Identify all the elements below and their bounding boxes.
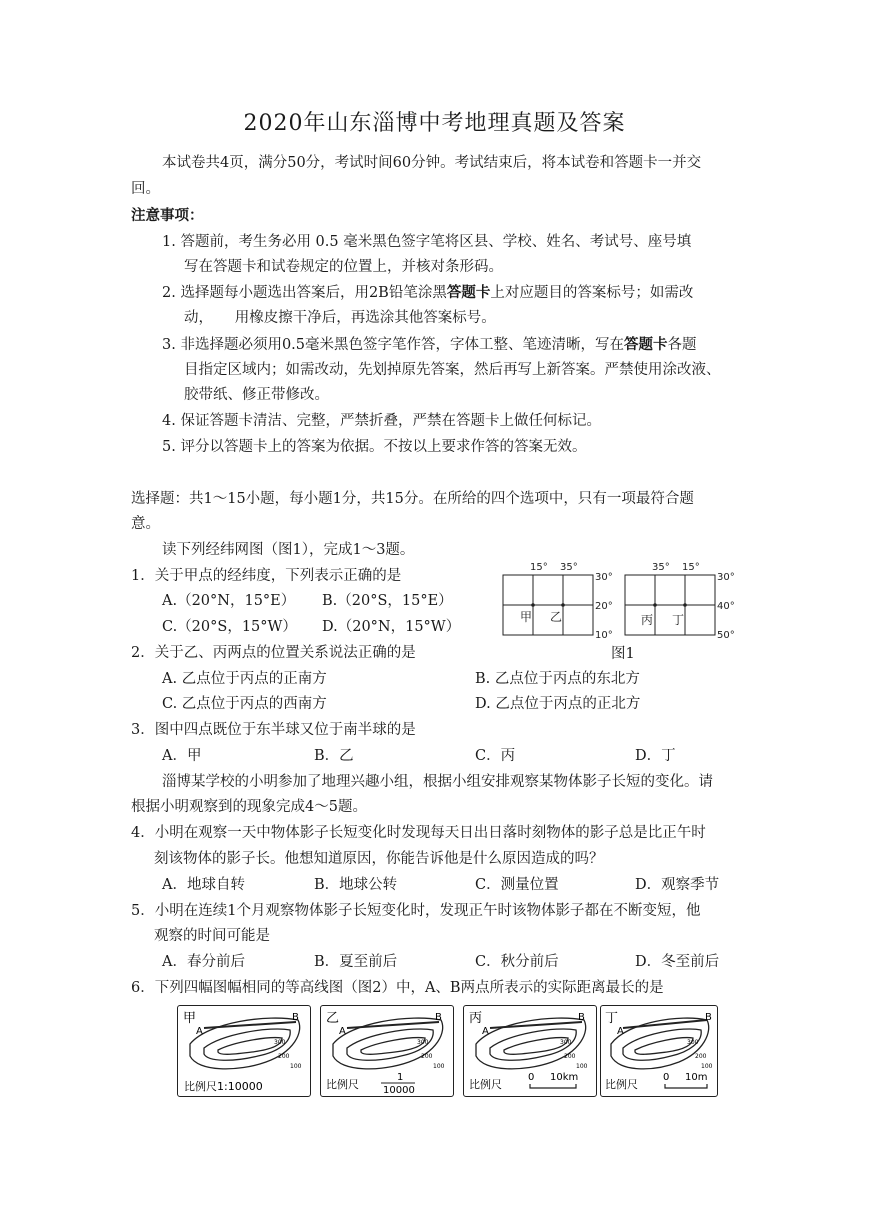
point-jia-marker — [531, 603, 535, 607]
point-a: A — [196, 1026, 203, 1037]
section-line-2: 意。 — [131, 516, 160, 532]
q4-stem-line-2: 刻该物体的影子长。他想知道原因，你能告诉他是什么原因造成的吗？ — [154, 851, 604, 867]
point-b: B — [435, 1012, 442, 1023]
q5-stem-line-2: 观察的时间可能是 — [154, 928, 270, 944]
contour-100: 100 — [290, 1063, 302, 1070]
point-jia: 甲 — [520, 610, 533, 624]
f1-right-lat-3: 50° — [717, 630, 735, 640]
q2-stem: 2．关于乙、丙两点的位置关系说法正确的是 — [131, 645, 416, 661]
point-b: B — [705, 1012, 712, 1023]
notice-num: 3. — [162, 337, 176, 353]
q6-stem: 6．下列四幅图幅相同的等高线图（图2）中，A、B两点所表示的实际距离最长的是 — [131, 980, 664, 996]
scale-ding-prefix: 比例尺 — [605, 1078, 638, 1091]
scale-bing-prefix: 比例尺 — [469, 1078, 502, 1091]
contour-200: 200 — [695, 1053, 707, 1060]
notice-text: 上对应题目的答案标号；如需改 — [490, 285, 694, 301]
q2-option-a: A. 乙点位于丙点的正南方 — [162, 671, 327, 687]
scale-jia: 比例尺1:10000 — [184, 1080, 263, 1093]
q5-option-b: B．夏至前后 — [314, 954, 398, 970]
notice-bold: 答题卡 — [624, 337, 668, 353]
contour-300: 300 — [560, 1039, 572, 1046]
section-line-1: 选择题：共1～15小题，每小题1分，共15分。在所给的四个选项中，只有一项最符合题 — [131, 491, 694, 507]
q3-stem: 3．图中四点既位于东半球又位于南半球的是 — [131, 722, 416, 738]
notice-item-2-line-2: 动， 用橡皮擦干净后，再选涂其他答案标号。 — [184, 310, 496, 326]
point-bing-marker — [653, 603, 657, 607]
contour-200: 200 — [421, 1053, 433, 1060]
scale-yi-numerator: 1 — [397, 1072, 404, 1083]
q2-option-c: C. 乙点位于丙点的西南方 — [162, 696, 327, 712]
notice-bold: 答题卡 — [446, 285, 491, 301]
scale-yi-denominator: 10000 — [383, 1085, 415, 1096]
scale-ding-zero: 0 — [663, 1072, 670, 1083]
notice-item-5 — [162, 436, 586, 458]
scale-yi-prefix: 比例尺 — [326, 1078, 359, 1091]
point-a: A — [617, 1026, 624, 1037]
f1-left-lat-2: 20° — [595, 601, 613, 612]
point-ding: 丁 — [672, 613, 685, 627]
point-b: B — [578, 1012, 585, 1023]
q2-option-b: B. 乙点位于丙点的东北方 — [475, 671, 640, 687]
f1-right-lat-1: 30° — [717, 572, 735, 583]
intro-line-1: 本试卷共4页，满分50分，考试时间60分钟。考试结束后，将本试卷和答题卡一并交 — [162, 155, 702, 171]
q5-stem-line-1: 5．小明在连续1个月观察物体影子长短变化时，发现正午时该物体影子都在不断变短，他 — [131, 903, 701, 919]
f1-left-lat-1: 30° — [595, 572, 613, 583]
page-title: 2020年山东淄博中考地理真题及答案 — [243, 111, 626, 136]
point-yi: 乙 — [550, 610, 563, 624]
q4-option-c: C．测量位置 — [475, 877, 559, 893]
q4-option-d: D．观察季节 — [635, 877, 720, 893]
q1-option-d: D.（20°N，15°W） — [322, 619, 461, 635]
map-label-ding: 丁 — [605, 1011, 619, 1026]
contour-map-yi — [320, 1005, 454, 1097]
contour-100: 100 — [701, 1063, 713, 1070]
read-figure1: 读下列经纬网图（图1），完成1～3题。 — [162, 542, 415, 558]
q4-stem-line-1: 4．小明在观察一天中物体影子长短变化时发现每天日出日落时刻物体的影子总是比正午时 — [131, 825, 706, 841]
read-2-line-2: 根据小明观察到的现象完成4～5题。 — [131, 799, 367, 815]
notice-item-3-line-2: 目指定区域内；如需改动，先划掉原先答案，然后再写上新答案。严禁使用涂改液、 — [184, 362, 721, 378]
point-yi-marker — [561, 603, 565, 607]
q5-option-c: C．秋分前后 — [475, 954, 559, 970]
point-ding-marker — [683, 603, 687, 607]
notice-item-3-line-3: 胶带纸、修正带修改。 — [184, 387, 329, 403]
notice-text: 保证答题卡清洁、完整，严禁折叠，严禁在答题卡上做任何标记。 — [180, 413, 601, 429]
f1-right-lat-2: 40° — [717, 601, 735, 612]
contour-100: 100 — [433, 1063, 445, 1070]
point-bing: 丙 — [641, 613, 654, 627]
f1-right-lon-2: 15° — [682, 562, 700, 573]
notice-item-1-line-2: 写在答题卡和试卷规定的位置上，并核对条形码。 — [184, 259, 503, 275]
notice-item-4 — [162, 410, 601, 432]
notice-heading: 注意事项： — [131, 208, 204, 224]
contour-map-ding — [600, 1005, 718, 1097]
point-a: A — [482, 1026, 489, 1037]
q4-option-a: A．地球自转 — [162, 877, 245, 893]
notice-text: 答题前，考生务必用 0.5 毫米黑色签字笔将区县、学校、姓名、考试号、座号填 — [180, 234, 692, 250]
contour-300: 300 — [417, 1039, 429, 1046]
scale-bing-zero: 0 — [528, 1072, 535, 1083]
q3-option-d: D．丁 — [635, 748, 676, 764]
map-label-jia: 甲 — [183, 1011, 197, 1026]
contour-300: 300 — [687, 1039, 699, 1046]
scale-bing-value: 10km — [550, 1072, 579, 1083]
q5-option-a: A．春分前后 — [162, 954, 245, 970]
notice-text: 各题 — [667, 337, 697, 353]
q1-option-a: A.（20°N，15°E） — [162, 593, 296, 609]
contour-100: 100 — [576, 1063, 588, 1070]
contour-map-bing — [463, 1005, 597, 1097]
read-2-line-1: 淄博某学校的小明参加了地理兴趣小组，根据小组安排观察某物体影子长短的变化。请 — [162, 774, 713, 790]
map-label-yi: 乙 — [326, 1011, 340, 1026]
notice-item-1 — [162, 231, 691, 253]
f1-right-lon-1: 35° — [652, 562, 670, 573]
figure1-caption: 图1 — [611, 646, 635, 662]
notice-num: 2. — [162, 285, 176, 301]
q1-option-c: C.（20°S，15°W） — [162, 619, 297, 635]
contour-200: 200 — [564, 1053, 576, 1060]
q4-option-b: B．地球公转 — [314, 877, 398, 893]
scale-ding-value: 10m — [685, 1072, 708, 1083]
contour-200: 200 — [278, 1053, 290, 1060]
point-b: B — [292, 1012, 299, 1023]
q3-option-a: A．甲 — [162, 748, 202, 764]
map-label-bing: 丙 — [469, 1011, 483, 1026]
q1-option-b: B.（20°S，15°E） — [322, 593, 453, 609]
notice-text: 评分以答题卡上的答案为依据。不按以上要求作答的答案无效。 — [180, 439, 587, 455]
contour-300: 300 — [274, 1039, 286, 1046]
notice-num: 1. — [162, 234, 176, 250]
figure1-graticule — [498, 558, 748, 640]
q2-option-d: D. 乙点位于丙点的正北方 — [475, 696, 641, 712]
point-a: A — [339, 1026, 346, 1037]
q1-stem: 1．关于甲点的经纬度，下列表示正确的是 — [131, 568, 402, 584]
f1-left-lon-1: 15° — [530, 562, 548, 573]
notice-item-3 — [162, 334, 697, 356]
notice-num: 4. — [162, 413, 176, 429]
q3-option-b: B．乙 — [314, 748, 354, 764]
notice-text: 非选择题必须用0.5毫米黑色签字笔作答，字体工整、笔迹清晰，写在 — [180, 337, 625, 353]
notice-item-2 — [162, 282, 693, 304]
intro-line-2: 回。 — [131, 181, 160, 197]
q5-option-d: D．冬至前后 — [635, 954, 720, 970]
notice-text: 选择题每小题选出答案后，用2B铅笔涂黑 — [180, 285, 447, 301]
notice-num: 5. — [162, 439, 176, 455]
f1-left-lat-3: 10° — [595, 630, 613, 640]
f1-left-lon-2: 35° — [560, 562, 578, 573]
contour-map-jia — [177, 1005, 311, 1097]
q3-option-c: C．丙 — [475, 748, 516, 764]
